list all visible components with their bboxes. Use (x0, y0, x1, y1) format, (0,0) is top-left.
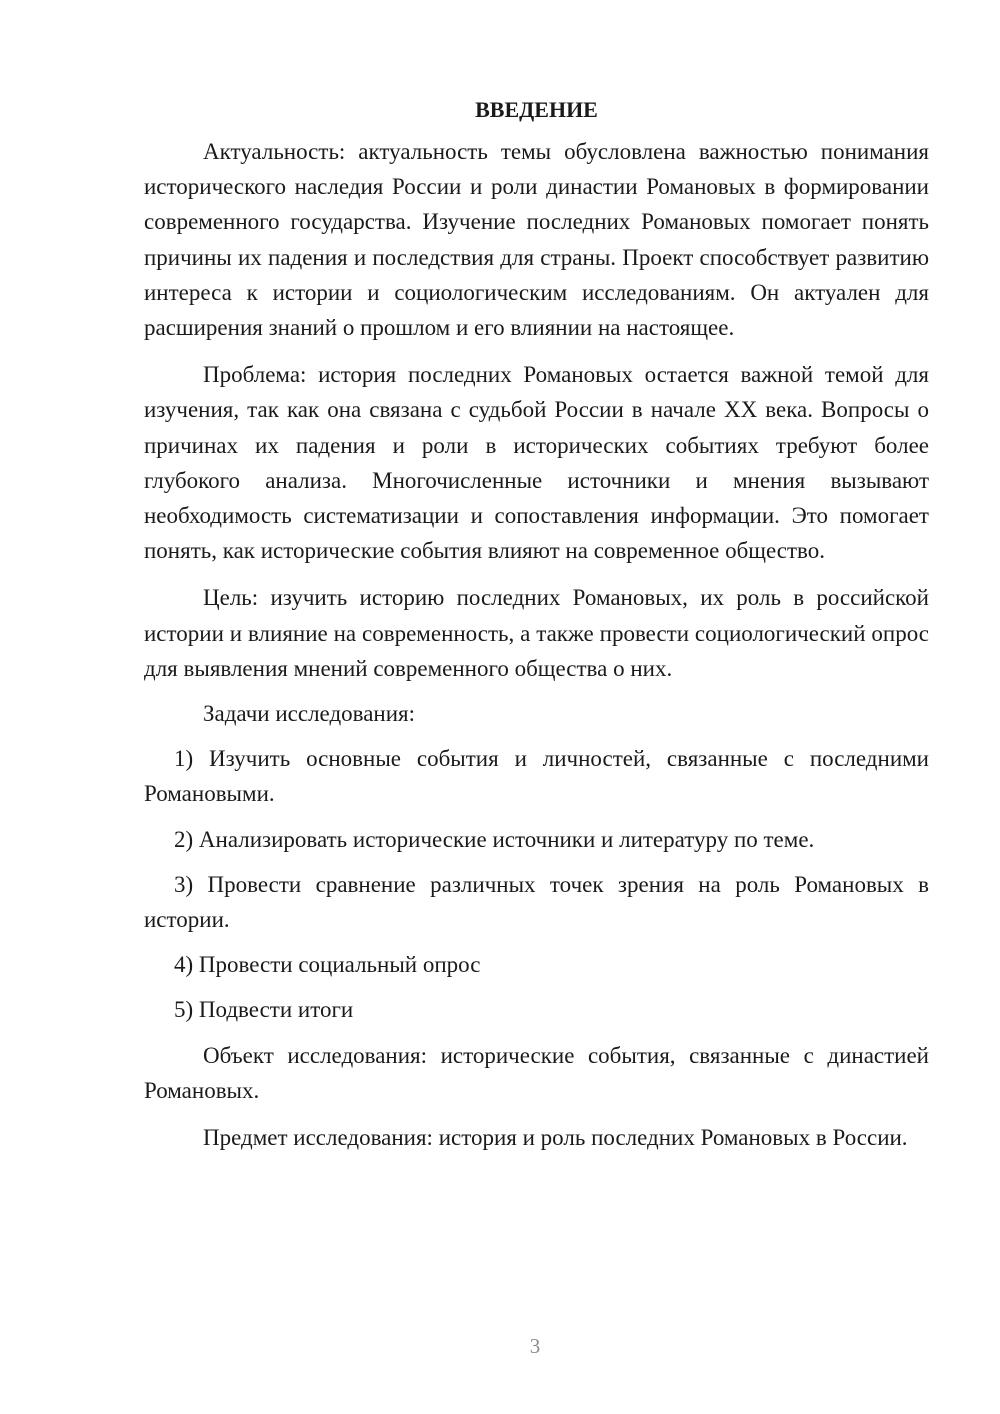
tasks-heading: Задачи исследования: (203, 701, 416, 727)
paragraph-subject: Предмет исследования: история и роль последних Романовых в России. (203, 1125, 908, 1151)
page-number: 3 (529, 1334, 541, 1358)
page-content (144, 94, 929, 1155)
paragraph-relevance: Актуальность: актуальность темы обусловлена важностью понимания исторического наследия России и роли династии Романовых в формировании современного государства. Изучение последних Романовых помогает понять причины их падения и последствия для страны. Проект способствует развитию интереса к истории и социологическим исследованиям. Он актуален для расширения знаний о прошлом и его влиянии на настоящее. (144, 139, 929, 341)
task-item-4: 4) Провести социальный опрос (174, 952, 481, 978)
task-item-5: 5) Подвести итоги (174, 997, 354, 1023)
task-item-2: 2) Анализировать исторические источники и литературу по теме. (174, 826, 815, 852)
paragraph-goal: Цель: изучить историю последних Романовых, их роль в российской истории и влияние на современность, а также провести социологический опрос для выявления мнений современного общества о них. (144, 585, 929, 681)
task-item-1: 1) Изучить основные события и личностей, связанные с последними Романовыми. (144, 746, 929, 807)
task-item-3: 3) Провести сравнение различных точек зрения на роль Романовых в истории. (144, 871, 929, 933)
page-title: ВВЕДЕНИЕ (475, 97, 598, 122)
paragraph-object: Объект исследования: исторические события, связанные с династией Романовых. (144, 1042, 929, 1103)
paragraph-problem: Проблема: история последних Романовых остается важной темой для изучения, так как она связана с судьбой России в начале XX века. Вопросы о причинах их падения и роли в исторических событиях требуют более глубокого анализа. Многочисленные источники и мнения вызывают необходимость систематизации и сопоставления информации. Это помогает понять, как исторические события влияют на современное общество. (144, 362, 929, 564)
